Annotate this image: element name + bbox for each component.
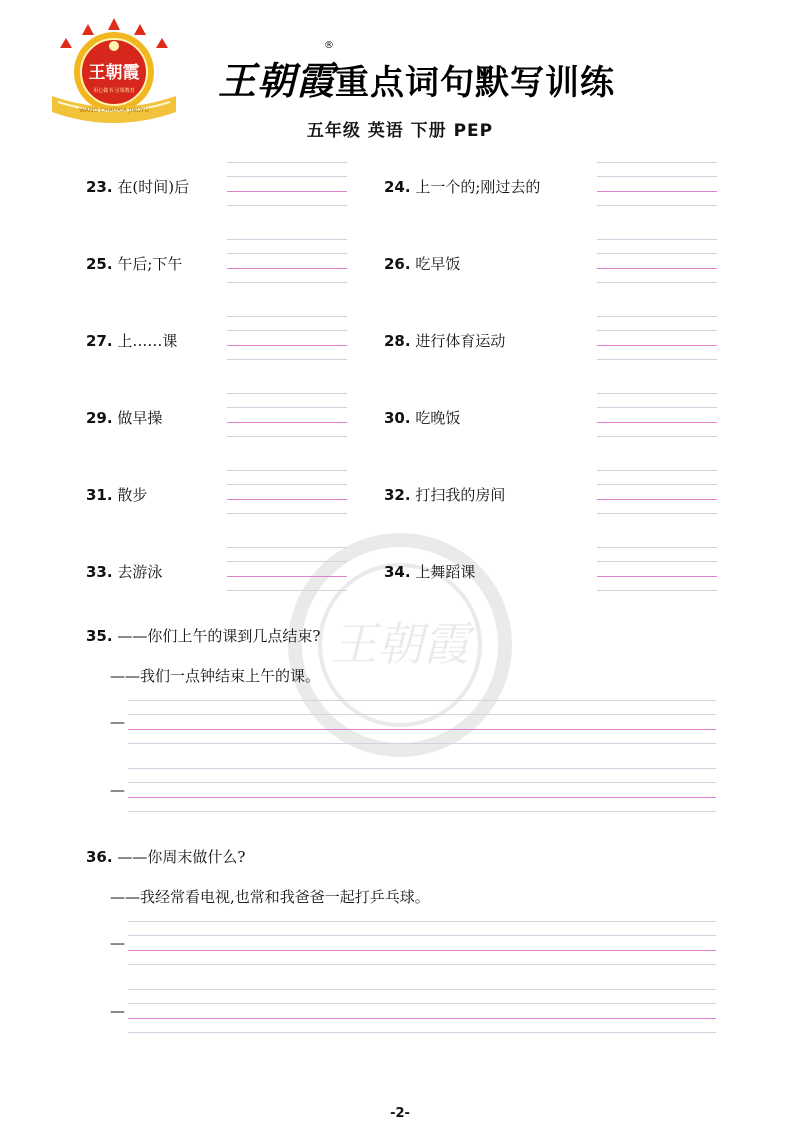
- title-brand: 王朝霞: [218, 58, 336, 103]
- item-text: 在(时间)后: [117, 178, 190, 196]
- dash-marker: —: [110, 1002, 125, 1020]
- item-number: 23.: [86, 178, 113, 196]
- sentence-number: 36.: [86, 848, 113, 866]
- list-item: [384, 561, 475, 582]
- item-text: 吃早饭: [415, 255, 461, 273]
- answer-lines[interactable]: [227, 470, 347, 514]
- answer-lines-wide[interactable]: [128, 768, 716, 812]
- list-item: [86, 484, 147, 505]
- answer-lines[interactable]: [227, 316, 347, 360]
- item-number: 26.: [384, 255, 411, 273]
- list-item: [86, 561, 162, 582]
- list-item: [86, 253, 182, 274]
- item-text: 散步: [117, 486, 148, 504]
- item-number: 30.: [384, 409, 411, 427]
- dash-marker: —: [110, 781, 125, 799]
- item-text: 去游泳: [117, 563, 163, 581]
- registered-mark: ®: [324, 40, 334, 51]
- answer-lines-wide[interactable]: [128, 921, 716, 965]
- page-subtitle: 五年级 英语 下册 PEP: [306, 121, 494, 141]
- item-text: 上……课: [117, 332, 178, 350]
- dash-marker: —: [110, 934, 125, 952]
- question-text: ——你们上午的课到几点结束?: [117, 627, 321, 645]
- item-number: 25.: [86, 255, 113, 273]
- answer-lines-wide[interactable]: [128, 989, 716, 1033]
- page-title: [218, 50, 615, 105]
- list-item: [384, 176, 540, 197]
- logo-slogan: 用心做书 引领教育: [93, 88, 135, 94]
- answer-lines[interactable]: [227, 547, 347, 591]
- item-text: 上舞蹈课: [415, 563, 476, 581]
- page-number: -2-: [390, 1106, 410, 1121]
- item-number: 27.: [86, 332, 113, 350]
- sentence-question: [86, 846, 245, 867]
- list-item: [384, 484, 505, 505]
- item-text: 进行体育运动: [415, 332, 506, 350]
- item-text: 打扫我的房间: [415, 486, 506, 504]
- sentence-number: 35.: [86, 627, 113, 645]
- title-rest: 重点词句默写训练: [335, 63, 616, 103]
- item-number: 34.: [384, 563, 411, 581]
- item-number: 33.: [86, 563, 113, 581]
- item-number: 32.: [384, 486, 411, 504]
- watermark-text: 王朝霞: [331, 617, 469, 671]
- answer-lines-wide[interactable]: [128, 700, 716, 744]
- item-text: 做早操: [117, 409, 163, 427]
- list-item: [384, 330, 505, 351]
- list-item: [384, 253, 460, 274]
- answer-lines[interactable]: [227, 239, 347, 283]
- dash-marker: —: [110, 713, 125, 731]
- list-item: [86, 176, 189, 197]
- answer-lines[interactable]: [597, 547, 717, 591]
- answer-lines[interactable]: [597, 239, 717, 283]
- question-text: ——你周末做什么?: [117, 848, 246, 866]
- answer-lines[interactable]: [597, 470, 717, 514]
- answer-lines[interactable]: [597, 393, 717, 437]
- item-text: 午后;下午: [117, 255, 183, 273]
- list-item: [86, 407, 162, 428]
- sentence-answer: ——我们一点钟结束上午的课。: [110, 667, 321, 685]
- answer-lines[interactable]: [597, 162, 717, 206]
- brand-logo: [48, 16, 180, 128]
- logo-text: 王朝霞: [88, 63, 140, 83]
- item-text: 上一个的;刚过去的: [415, 178, 541, 196]
- answer-lines[interactable]: [597, 316, 717, 360]
- item-number: 28.: [384, 332, 411, 350]
- item-text: 吃晚饭: [415, 409, 461, 427]
- answer-lines[interactable]: [227, 162, 347, 206]
- answer-lines[interactable]: [227, 393, 347, 437]
- item-number: 29.: [86, 409, 113, 427]
- logo-ring-text: WANG CHAOXIA JIAOYU: [79, 107, 149, 114]
- sentence-answer: ——我经常看电视,也常和我爸爸一起打乒乓球。: [110, 888, 430, 906]
- item-number: 31.: [86, 486, 113, 504]
- list-item: [384, 407, 460, 428]
- list-item: [86, 330, 177, 351]
- sentence-question: [86, 625, 320, 646]
- item-number: 24.: [384, 178, 411, 196]
